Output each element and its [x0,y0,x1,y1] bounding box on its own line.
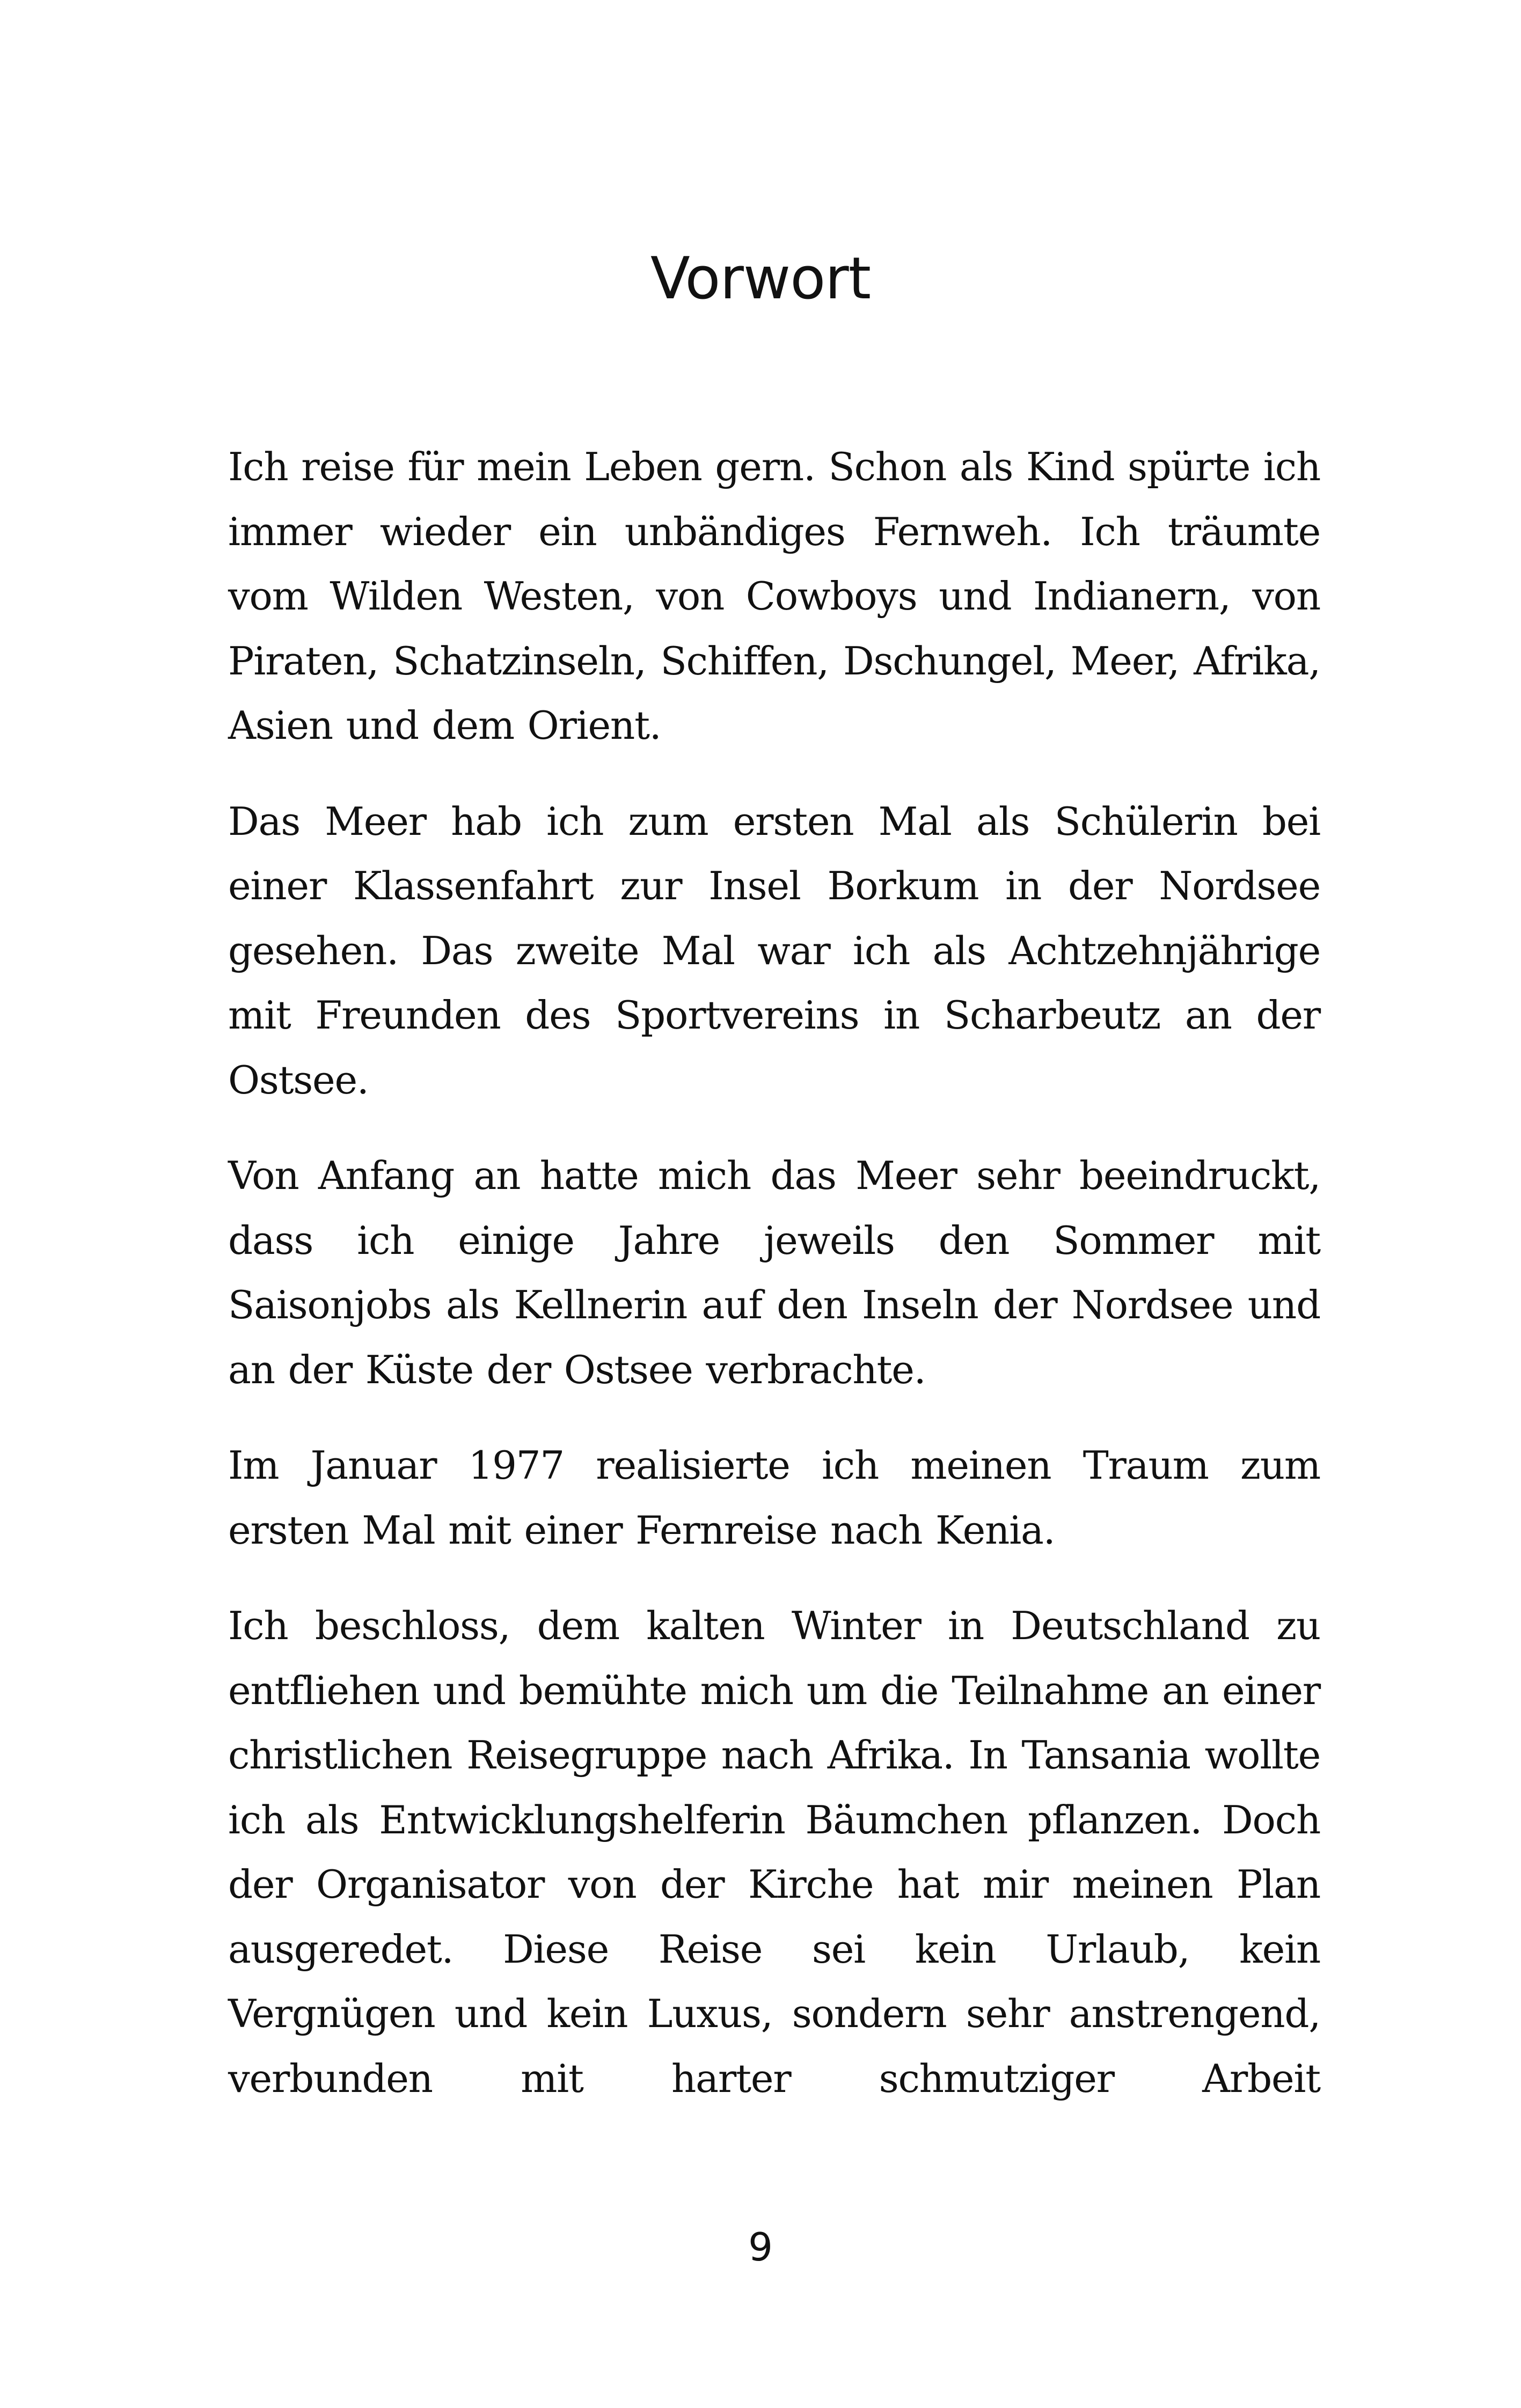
page-number: 9 [748,2225,773,2270]
paragraph-5: Ich beschloss, dem kalten Winter in Deutschland zu entfliehen und bemühte mich um die Teilnahme an einer christlichen Reisegruppe nach Afrika. In Tansania wollte ich als Entwicklungshelferin Bäumchen pflanzen. Doch der Organisator von der Kirche hat mir meinen Plan ausgeredet. Diese Reise sei kein Urlaub, kein Vergnügen und kein Luxus, sondern sehr anstrengend, verbunden mit harter schmutziger Arbeit [228,1603,1320,2101]
body-text [228,435,1320,2142]
chapter-title: Vorwort [650,245,871,312]
paragraph-2: Das Meer hab ich zum ersten Mal als Schülerin bei einer Klassenfahrt zur Insel Borkum in der Nordsee gesehen. Das zweite Mal war ich als Achtzehnjährige mit Freunden des Sportvereins in Scharbeutz an der Ostsee. [228,798,1320,1103]
paragraph-3: Von Anfang an hatte mich das Meer sehr beeindruckt, dass ich einige Jahre jeweils den Sommer mit Saisonjobs als Kellnerin auf den Inseln der Nordsee und an der Küste der Ostsee verbrachte. [228,1153,1320,1392]
paragraph-1: Ich reise für mein Leben gern. Schon als Kind spürte ich immer wieder ein unbändiges Fernweh. Ich träumte vom Wilden Westen, von Cowboys und Indianern, von Piraten, Schatzinseln, Schiffen, Dschungel, Meer, Afrika, Asien und dem Orient. [228,444,1321,748]
paragraph-4: Im Januar 1977 realisierte ich meinen Traum zum ersten Mal mit einer Fernreise nach Kenia. [228,1443,1320,1553]
